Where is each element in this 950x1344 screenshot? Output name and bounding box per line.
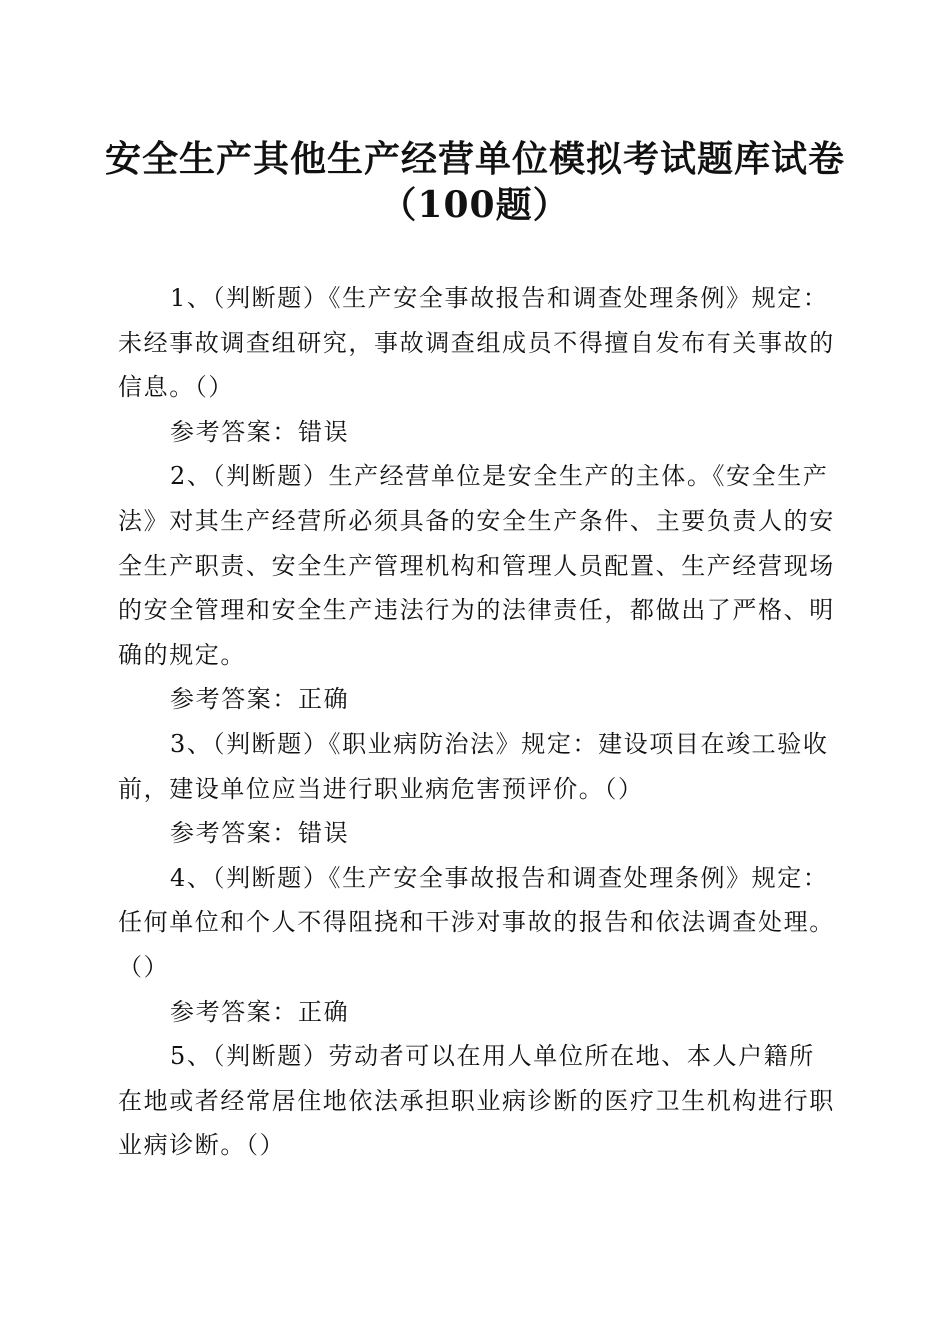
question-list (118, 276, 838, 1168)
question-text: 5、（判断题）劳动者可以在用人单位所在地、本人户籍所在地或者经常居住地依法承担职业病诊断的医疗卫生机构进行职业病诊断。（） (118, 1042, 835, 1160)
document-title: 安全生产其他生产经营单位模拟考试题库试卷 (104, 138, 845, 180)
question-text: 4、（判断题）《生产安全事故报告和调查处理条例》规定：任何单位和个人不得阻挠和干涉对事故的报告和依法调查处理。（） (118, 863, 835, 981)
answer-text: 参考答案：错误 (170, 417, 350, 446)
question-text: 1、（判断题）《生产安全事故报告和调查处理条例》规定：未经事故调查组研究，事故调查组成员不得擅自发布有关事故的信息。（） (118, 284, 835, 402)
answer-text: 参考答案：正确 (170, 685, 350, 714)
question-text: 2、（判断题）生产经营单位是安全生产的主体。《安全生产法》对其生产经营所必须具备的安全生产条件、主要负责人的安全生产职责、安全生产管理机构和管理人员配置、生产经营现场的安全管理和安全生产违法行为的法律责任，都做出了严格、明确的规定。 (118, 462, 835, 669)
question-text: 3、（判断题）《职业病防治法》规定：建设项目在竣工验收前，建设单位应当进行职业病危害预评价。（） (118, 729, 829, 803)
answer-text: 参考答案：正确 (170, 997, 350, 1026)
answer-text: 参考答案：错误 (170, 819, 350, 848)
document-title-count: （100题） (380, 184, 570, 226)
